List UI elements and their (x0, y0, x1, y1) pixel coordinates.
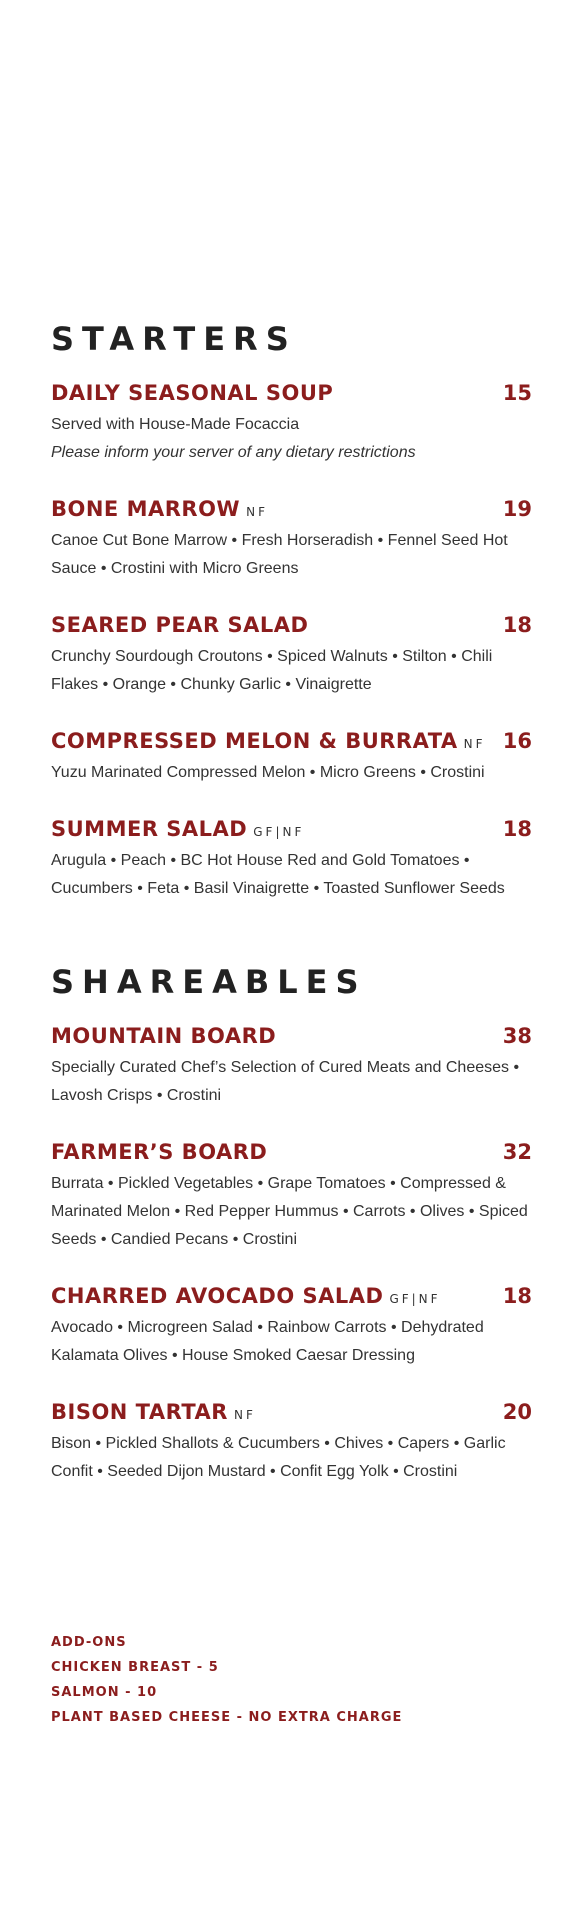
menu-item-name: DAILY SEASONAL SOUP (51, 381, 334, 405)
menu-item-price: 16 (502, 729, 532, 754)
menu-item-description: Avocado • Microgreen Salad • Rainbow Carrots • Dehydrated Kalamata Olives • House Smoked Caesar Dressing (51, 1319, 484, 1365)
menu-item-name: FARMER’S BOARD (51, 1140, 268, 1165)
addon-item: CHICKEN BREAST - 5 (51, 1660, 219, 1675)
menu-item-description: Crunchy Sourdough Croutons • Spiced Walnuts • Stilton • Chili Flakes • Orange • Chunky Garlic • Vinaigrette (51, 648, 493, 694)
menu-item-price: 18 (502, 817, 532, 842)
menu-item (51, 729, 532, 787)
menu-item-name: BISON TARTAR (51, 1400, 228, 1425)
menu-item-name: SEARED PEAR SALAD (51, 613, 309, 638)
menu-item (51, 613, 532, 699)
addon-item: PLANT BASED CHEESE - NO EXTRA CHARGE (51, 1710, 403, 1725)
menu-item-header (51, 1400, 532, 1424)
dietary-tag: NF (233, 1408, 256, 1423)
menu-item-price: 15 (502, 381, 532, 405)
menu-item-price: 38 (502, 1024, 532, 1048)
menu-item-title (51, 730, 486, 753)
menu-item-description: Yuzu Marinated Compressed Melon • Micro Greens • Crostini (51, 764, 485, 782)
dietary-tag: GF|NF (253, 825, 305, 840)
menu-item-header (51, 817, 532, 841)
menu-item-description: Bison • Pickled Shallots & Cucumbers • Chives • Capers • Garlic Confit • Seeded Dijon Mustard • Confit Egg Yolk • Crostini (51, 1435, 506, 1481)
menu-item (51, 381, 532, 467)
menu-item (51, 1284, 532, 1370)
menu-item-price: 32 (502, 1140, 532, 1165)
starters-list (51, 381, 532, 903)
menu-item-header (51, 381, 532, 405)
menu-item-name: CHARRED AVOCADO SALAD (51, 1284, 384, 1309)
menu-item-title (51, 498, 268, 521)
menu-item-title (51, 614, 308, 637)
starters-section (51, 320, 532, 933)
menu-item-header (51, 497, 532, 521)
menu-item-name: COMPRESSED MELON & BURRATA (51, 729, 458, 754)
menu-item (51, 1024, 532, 1110)
addons-heading: ADD-ONS (51, 1635, 127, 1650)
addon-item: SALMON - 10 (51, 1685, 158, 1700)
menu-item-title (51, 818, 304, 841)
menu-item-description: Arugula • Peach • BC Hot House Red and Gold Tomatoes • Cucumbers • Feta • Basil Vinaigrette • Toasted Sunflower Seeds (51, 852, 505, 898)
menu-item (51, 817, 532, 903)
shareables-list (51, 1024, 532, 1486)
menu-item (51, 1140, 532, 1254)
menu-item-header (51, 613, 532, 637)
menu-item-name: BONE MARROW (51, 497, 241, 522)
section-title: SHAREABLES (51, 963, 367, 1001)
menu-item-description: Served with House-Made Focaccia (51, 416, 300, 434)
dietary-tag: GF|NF (389, 1292, 441, 1307)
addons-block (51, 1630, 402, 1730)
dietary-tag: NF (246, 505, 268, 520)
menu-item-header (51, 1284, 532, 1308)
dietary-note: Please inform your server of any dietary restrictions (51, 444, 416, 462)
menu-item-title (51, 1141, 267, 1164)
menu-item-title (51, 1025, 276, 1048)
menu-item-title (51, 1285, 441, 1308)
menu-item (51, 497, 532, 583)
menu-item-header (51, 1140, 532, 1164)
menu-item-price: 18 (502, 613, 532, 638)
menu-item-name: MOUNTAIN BOARD (51, 1024, 277, 1048)
menu-item-description: Burrata • Pickled Vegetables • Grape Tomatoes • Compressed & Marinated Melon • Red Pepper Hummus • Carrots • Olives • Spiced Seeds • Candied Pecans • Crostini (51, 1175, 528, 1249)
menu-item (51, 1400, 532, 1486)
menu-item-header (51, 1024, 532, 1048)
menu-item-price: 20 (502, 1400, 532, 1425)
menu-item-price: 18 (502, 1284, 532, 1309)
shareables-section (51, 963, 532, 1516)
menu-item-name: SUMMER SALAD (51, 817, 248, 842)
menu-item-price: 19 (502, 497, 532, 522)
menu-item-title (51, 1401, 256, 1424)
menu-item-description: Specially Curated Chef’s Selection of Cured Meats and Cheeses • Lavosh Crisps • Crostini (51, 1059, 520, 1105)
menu-item-header (51, 729, 532, 753)
menu-item-description: Canoe Cut Bone Marrow • Fresh Horseradish • Fennel Seed Hot Sauce • Crostini with Micro Greens (51, 532, 508, 578)
menu-item-title (51, 382, 333, 405)
dietary-tag: NF (463, 737, 486, 752)
section-title: STARTERS (51, 320, 297, 358)
